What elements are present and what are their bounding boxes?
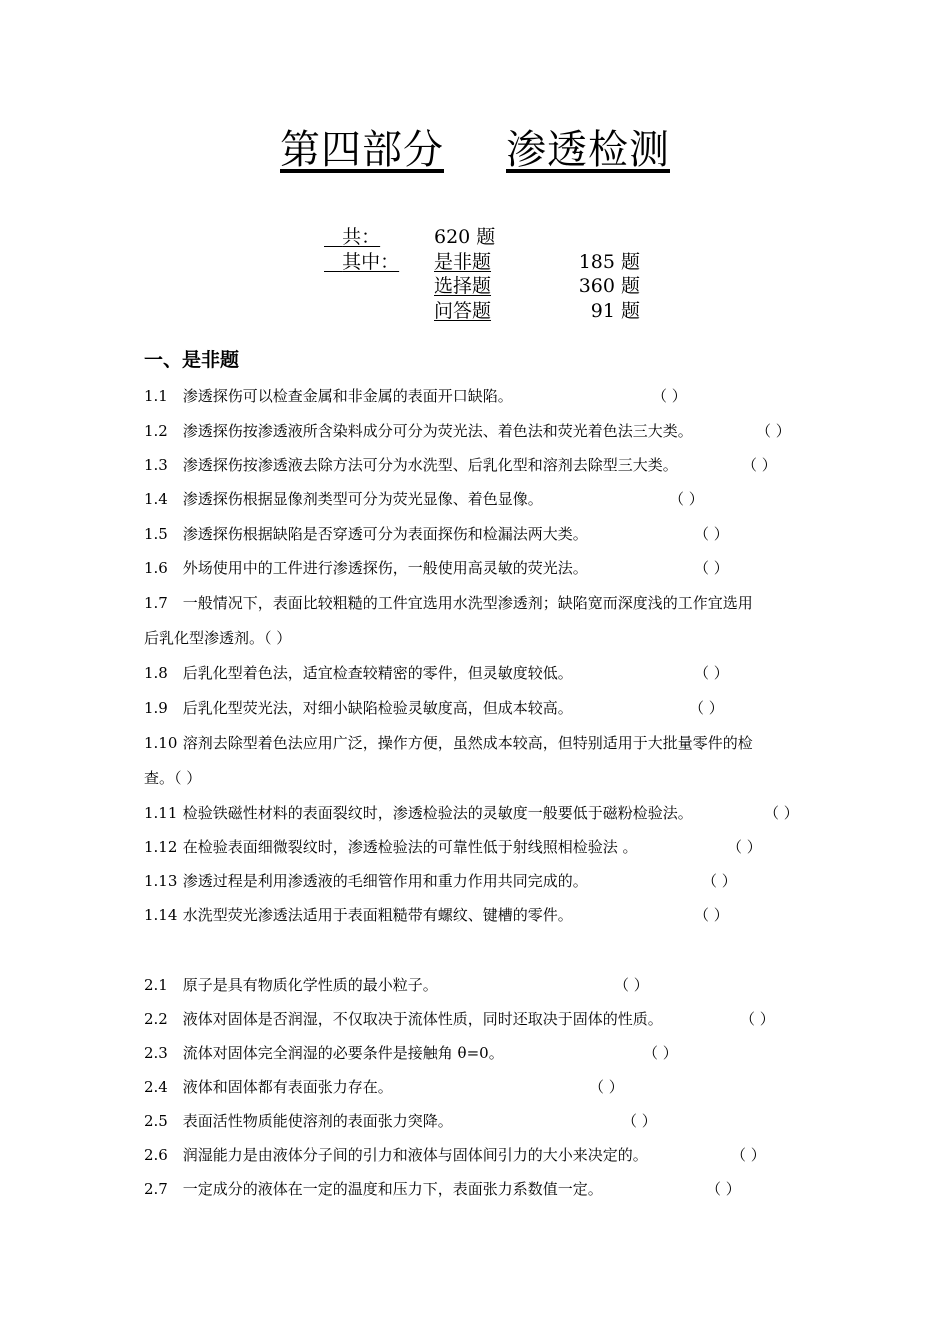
question-continuation: 查。（ ） <box>144 769 202 787</box>
answer-blank[interactable]: （ ） <box>622 1112 657 1130</box>
title-part: 第四部分 <box>280 127 444 173</box>
question-item: 2.1 原子是具有物质化学性质的最小粒子。 <box>144 976 438 994</box>
question-continuation: 后乳化型渗透剂。（ ） <box>144 629 292 647</box>
answer-blank[interactable]: （ ） <box>694 525 729 543</box>
question-item: 1.6 外场使用中的工件进行渗透探伤，一般使用高灵敏的荧光法。 <box>144 559 588 577</box>
summary-total-label: 共： <box>342 226 381 248</box>
question-item: 1.4 渗透探伤根据显像剂类型可分为荧光显像、着色显像。 <box>144 490 543 508</box>
question-item: 1.7 一般情况下，表面比较粗糙的工件宜选用水洗型渗透剂；缺陷宽而深度浅的工作宜选用 <box>144 594 753 612</box>
question-item: 1.9 后乳化型荧光法，对细小缺陷检验灵敏度高，但成本较高。 <box>144 699 573 717</box>
summary-item: 问答题 91 题 <box>434 300 640 322</box>
section-heading: 一、是非题 <box>144 349 240 371</box>
question-item: 1.11 检验铁磁性材料的表面裂纹时，渗透检验法的灵敏度一般要低于磁粉检验法。 <box>144 804 693 822</box>
question-item: 1.2 渗透探伤按渗透液所含染料成分可分为荧光法、着色法和荧光着色法三大类。 <box>144 422 693 440</box>
question-item: 2.5 表面活性物质能使溶剂的表面张力突降。 <box>144 1112 453 1130</box>
answer-blank[interactable]: （ ） <box>694 664 729 682</box>
question-item: 2.2 液体对固体是否润湿，不仅取决于流体性质，同时还取决于固体的性质。 <box>144 1010 663 1028</box>
answer-blank[interactable]: （ ） <box>643 1044 678 1062</box>
answer-blank[interactable]: （ ） <box>706 1180 741 1198</box>
question-item: 2.4 液体和固体都有表面张力存在。 <box>144 1078 393 1096</box>
summary-item: 是非题 185 题 <box>434 251 640 273</box>
answer-blank[interactable]: （ ） <box>669 490 704 508</box>
question-item: 1.13 渗透过程是利用渗透液的毛细管作用和重力作用共同完成的。 <box>144 872 588 890</box>
document-title <box>0 124 950 176</box>
answer-blank[interactable]: （ ） <box>756 422 791 440</box>
question-item: 1.1 渗透探伤可以检查金属和非金属的表面开口缺陷。 <box>144 387 513 405</box>
answer-blank[interactable]: （ ） <box>694 559 729 577</box>
question-item: 1.10 溶剂去除型着色法应用广泛，操作方便，虽然成本较高，但特别适用于大批量零件的检 <box>144 734 753 752</box>
question-item: 2.3 流体对固体完全润湿的必要条件是接触角 θ=0。 <box>144 1044 504 1062</box>
answer-blank[interactable]: （ ） <box>731 1146 766 1164</box>
question-item: 1.3 渗透探伤按渗透液去除方法可分为水洗型、后乳化型和溶剂去除型三大类。 <box>144 456 678 474</box>
question-item: 2.7 一定成分的液体在一定的温度和压力下，表面张力系数值一定。 <box>144 1180 603 1198</box>
answer-blank[interactable]: （ ） <box>652 387 687 405</box>
answer-blank[interactable]: （ ） <box>589 1078 624 1096</box>
title-subject: 渗透检测 <box>506 127 670 173</box>
question-item: 1.5 渗透探伤根据缺陷是否穿透可分为表面探伤和检漏法两大类。 <box>144 525 588 543</box>
question-item: 2.6 润湿能力是由液体分子间的引力和液体与固体间引力的大小来决定的。 <box>144 1146 648 1164</box>
answer-blank[interactable]: （ ） <box>742 456 777 474</box>
answer-blank[interactable]: （ ） <box>740 1010 775 1028</box>
question-item: 1.14 水洗型荧光渗透法适用于表面粗糙带有螺纹、键槽的零件。 <box>144 906 573 924</box>
summary-total-value: 620 题 <box>434 226 496 248</box>
answer-blank[interactable]: （ ） <box>614 976 649 994</box>
question-item: 1.8 后乳化型着色法，适宜检查较精密的零件，但灵敏度较低。 <box>144 664 573 682</box>
summary-breakdown-label: 其中： <box>342 251 400 273</box>
answer-blank[interactable]: （ ） <box>764 804 799 822</box>
answer-blank[interactable]: （ ） <box>689 699 724 717</box>
answer-blank[interactable]: （ ） <box>702 872 737 890</box>
summary-item: 选择题 360 题 <box>434 275 640 297</box>
answer-blank[interactable]: （ ） <box>694 906 729 924</box>
answer-blank[interactable]: （ ） <box>727 838 762 856</box>
question-item: 1.12 在检验表面细微裂纹时，渗透检验法的可靠性低于射线照相检验法 。 <box>144 838 638 856</box>
